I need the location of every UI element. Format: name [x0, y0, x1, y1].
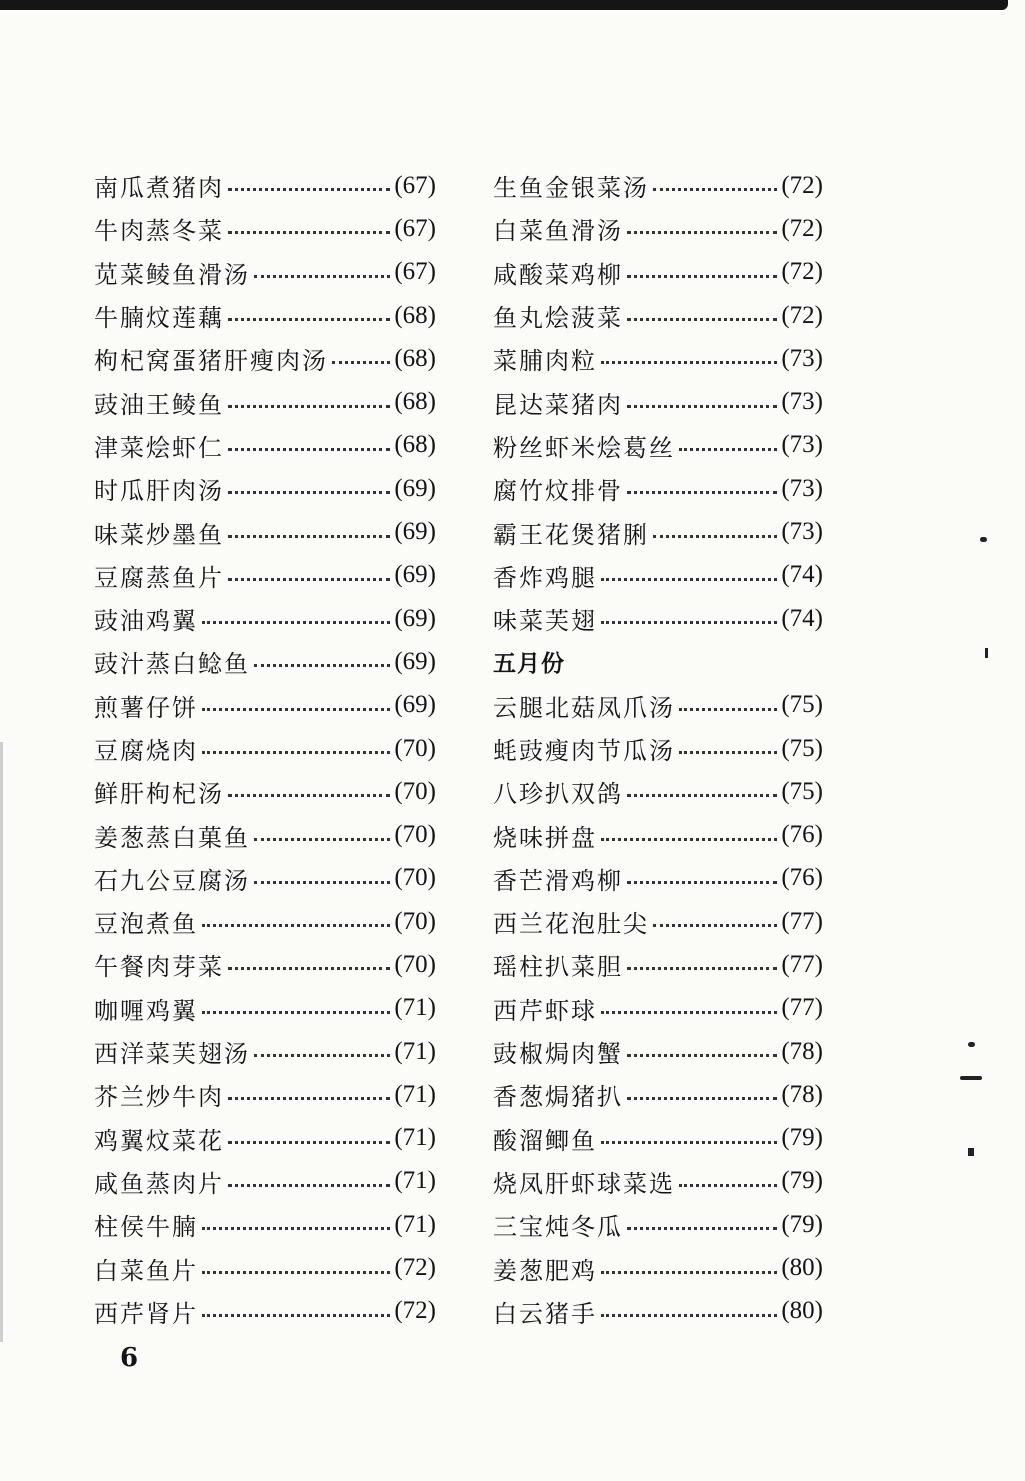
dot-leader — [627, 275, 777, 278]
scan-speck — [985, 648, 988, 658]
dot-leader — [627, 967, 777, 970]
entry-title: 白菜鱼滑汤 — [493, 217, 623, 246]
toc-entry — [493, 1030, 823, 1073]
entry-title: 南瓜煮猪肉 — [94, 174, 224, 203]
scan-speck — [980, 537, 987, 542]
toc-entry — [493, 380, 823, 423]
entry-title: 粉丝虾米烩葛丝 — [493, 433, 675, 462]
entry-title: 煎薯仔饼 — [94, 693, 198, 722]
entry-page: (67) — [394, 171, 436, 199]
entry-page: (70) — [394, 950, 436, 978]
entry-page: (79) — [781, 1167, 823, 1195]
dot-leader — [627, 231, 777, 234]
entry-title: 八珍扒双鸽 — [493, 780, 623, 809]
toc-entry — [94, 1290, 436, 1333]
dot-leader — [627, 491, 777, 494]
entry-title: 鱼丸烩菠菜 — [493, 304, 623, 333]
page-number: 6 — [120, 1343, 139, 1373]
entry-page: (73) — [781, 344, 823, 372]
dot-leader — [228, 535, 390, 538]
dot-leader — [601, 1141, 777, 1144]
dot-leader — [254, 838, 390, 841]
entry-page: (70) — [394, 734, 436, 762]
dot-leader — [627, 794, 777, 797]
entry-page: (77) — [781, 950, 823, 978]
dot-leader — [679, 708, 777, 711]
toc-entry — [94, 684, 436, 727]
toc-entry — [493, 510, 823, 553]
toc-entry — [94, 424, 436, 467]
dot-leader — [601, 1314, 777, 1317]
toc-entry — [493, 1290, 823, 1333]
dot-leader — [653, 188, 777, 191]
dot-leader — [228, 231, 390, 234]
entry-title: 豆腐烧肉 — [94, 737, 198, 765]
entry-title: 咖喱鸡翼 — [94, 996, 198, 1025]
entry-page: (75) — [781, 777, 823, 805]
entry-page: (71) — [394, 994, 436, 1022]
entry-title: 烧凤肝虾球菜选 — [493, 1169, 675, 1198]
dot-leader — [202, 751, 390, 754]
dot-leader — [228, 578, 390, 581]
toc-entry — [94, 380, 436, 423]
entry-page: (78) — [781, 1037, 823, 1065]
entry-title: 蚝豉瘦肉节瓜汤 — [493, 737, 675, 765]
entry-page: (71) — [394, 1167, 436, 1195]
entry-page: (72) — [781, 258, 823, 286]
toc-entry — [493, 1160, 823, 1203]
dot-leader — [228, 491, 390, 494]
dot-leader — [202, 621, 390, 624]
entry-title: 豉汁蒸白鲶鱼 — [94, 650, 250, 679]
dot-leader — [601, 1271, 777, 1274]
entry-title: 烧味拼盘 — [493, 823, 597, 852]
entry-page: (72) — [781, 214, 823, 242]
entry-title: 午餐肉芽菜 — [94, 953, 224, 982]
entry-title: 香葱焗猪扒 — [493, 1083, 623, 1112]
entry-title: 霸王花煲猪脷 — [493, 520, 649, 549]
entry-page: (67) — [394, 258, 436, 286]
entry-page: (75) — [781, 691, 823, 719]
entry-page: (74) — [781, 604, 823, 632]
entry-page: (67) — [394, 214, 436, 242]
entry-page: (69) — [394, 604, 436, 632]
dot-leader — [332, 361, 390, 364]
dot-leader — [228, 1184, 390, 1187]
dot-leader — [202, 1314, 390, 1317]
entry-page: (70) — [394, 907, 436, 935]
entry-page: (77) — [781, 994, 823, 1022]
entry-title: 豉椒焗肉蟹 — [493, 1040, 623, 1069]
toc-entry — [94, 597, 436, 640]
entry-title: 味菜芙翅 — [493, 607, 597, 636]
entry-title: 西洋菜芙翅汤 — [94, 1040, 250, 1069]
toc-entry — [94, 1203, 436, 1246]
entry-page: (77) — [781, 907, 823, 935]
dot-leader — [627, 1097, 777, 1100]
entry-page: (69) — [394, 647, 436, 675]
dot-leader — [254, 275, 390, 278]
entry-title: 时瓜肝肉汤 — [94, 477, 224, 506]
dot-leader — [627, 318, 777, 321]
entry-page: (71) — [394, 1037, 436, 1065]
entry-title: 芥兰炒牛肉 — [94, 1083, 224, 1112]
entry-page: (69) — [394, 518, 436, 546]
toc-entry — [493, 1117, 823, 1160]
toc-entry — [94, 1030, 436, 1073]
entry-title: 生鱼金银菜汤 — [493, 174, 649, 203]
toc-entry — [493, 337, 823, 380]
dot-leader — [228, 1141, 390, 1144]
dot-leader — [228, 967, 390, 970]
toc-entry — [493, 727, 823, 770]
toc-entry — [94, 1117, 436, 1160]
entry-page: (72) — [394, 1297, 436, 1325]
entry-page: (71) — [394, 1210, 436, 1238]
entry-title: 姜葱蒸白菓鱼 — [94, 823, 250, 852]
toc-entry — [493, 943, 823, 986]
dot-leader — [228, 188, 390, 191]
entry-page: (68) — [394, 344, 436, 372]
dot-leader — [202, 1227, 390, 1230]
dot-leader — [627, 1054, 777, 1057]
dot-leader — [228, 318, 390, 321]
dot-leader — [601, 1011, 777, 1014]
dot-leader — [254, 1054, 390, 1057]
toc-entry — [493, 1203, 823, 1246]
entry-title: 咸酸菜鸡柳 — [493, 260, 623, 289]
toc-entry — [493, 684, 823, 727]
dot-leader — [601, 621, 777, 624]
entry-title: 牛腩炆莲藕 — [94, 304, 224, 333]
toc-entry — [94, 1246, 436, 1289]
toc-entry — [94, 337, 436, 380]
scan-speck — [968, 1042, 975, 1047]
toc-entry — [493, 424, 823, 467]
dot-leader — [228, 405, 390, 408]
section-heading-may: 五月份 — [493, 651, 565, 678]
toc-entry — [493, 597, 823, 640]
top-border-rule — [0, 0, 1008, 10]
entry-page: (71) — [394, 1080, 436, 1108]
toc-entry — [493, 554, 823, 597]
entry-title: 瑶柱扒菜胆 — [493, 953, 623, 982]
entry-page: (70) — [394, 864, 436, 892]
toc-entry — [94, 857, 436, 900]
toc-entry — [493, 813, 823, 856]
toc-entry — [493, 987, 823, 1030]
entry-page: (72) — [781, 171, 823, 199]
entry-title: 豆腐蒸鱼片 — [94, 563, 224, 592]
entry-title: 三宝炖冬瓜 — [493, 1213, 623, 1242]
entry-title: 香炸鸡腿 — [493, 563, 597, 592]
entry-page: (72) — [781, 301, 823, 329]
entry-page: (73) — [781, 431, 823, 459]
toc-entry — [94, 987, 436, 1030]
entry-page: (79) — [781, 1210, 823, 1238]
entry-title: 云腿北菇凤爪汤 — [493, 693, 675, 722]
dot-leader — [202, 1271, 390, 1274]
toc-entry — [94, 813, 436, 856]
entry-title: 鲜肝枸杞汤 — [94, 780, 224, 809]
entry-title: 柱侯牛腩 — [94, 1213, 198, 1242]
toc-entry — [94, 640, 436, 683]
toc-entry — [94, 554, 436, 597]
toc-entry — [493, 1073, 823, 1116]
entry-page: (68) — [394, 431, 436, 459]
entry-page: (78) — [781, 1080, 823, 1108]
entry-page: (74) — [781, 561, 823, 589]
entry-title: 苋菜鲮鱼滑汤 — [94, 260, 250, 289]
entry-title: 西芹肾片 — [94, 1299, 198, 1328]
scan-speck — [960, 1076, 982, 1080]
dot-leader — [228, 1097, 390, 1100]
dot-leader — [228, 448, 390, 451]
entry-title: 豉油鸡翼 — [94, 607, 198, 636]
toc-right-column — [493, 164, 823, 1333]
entry-title: 津菜烩虾仁 — [94, 433, 224, 462]
entry-title: 石九公豆腐汤 — [94, 866, 250, 895]
scan-speck — [968, 1148, 974, 1156]
entry-page: (69) — [394, 474, 436, 502]
toc-entry — [493, 251, 823, 294]
entry-page: (70) — [394, 821, 436, 849]
entry-title: 姜葱肥鸡 — [493, 1256, 597, 1285]
entry-page: (76) — [781, 864, 823, 892]
toc-entry — [493, 467, 823, 510]
toc-entry — [493, 164, 823, 207]
dot-leader — [254, 664, 390, 667]
entry-page: (71) — [394, 1124, 436, 1152]
dot-leader — [653, 535, 777, 538]
entry-title: 豆泡煮鱼 — [94, 910, 198, 939]
entry-page: (69) — [394, 691, 436, 719]
dot-leader — [601, 838, 777, 841]
entry-page: (73) — [781, 388, 823, 416]
entry-title: 咸鱼蒸肉片 — [94, 1169, 224, 1198]
scan-edge — [0, 742, 3, 1342]
toc-entry — [94, 467, 436, 510]
toc-right-group-april — [493, 164, 823, 640]
entry-page: (80) — [781, 1254, 823, 1282]
toc-entry — [94, 943, 436, 986]
dot-leader — [202, 708, 390, 711]
entry-title: 香芒滑鸡柳 — [493, 866, 623, 895]
toc-entry — [493, 857, 823, 900]
entry-page: (79) — [781, 1124, 823, 1152]
dot-leader — [653, 924, 777, 927]
entry-title: 昆达菜猪肉 — [493, 390, 623, 419]
dot-leader — [679, 751, 777, 754]
entry-title: 鸡翼炆菜花 — [94, 1126, 224, 1155]
dot-leader — [202, 1011, 390, 1014]
toc-entry — [94, 727, 436, 770]
entry-title: 西兰花泡肚尖 — [493, 910, 649, 939]
entry-page: (68) — [394, 301, 436, 329]
dot-leader — [627, 881, 777, 884]
toc-entry — [94, 510, 436, 553]
entry-page: (75) — [781, 734, 823, 762]
dot-leader — [601, 361, 777, 364]
entry-title: 腐竹炆排骨 — [493, 477, 623, 506]
dot-leader — [202, 924, 390, 927]
entry-title: 枸杞窝蛋猪肝瘦肉汤 — [94, 347, 328, 376]
dot-leader — [679, 448, 777, 451]
toc-entry — [94, 900, 436, 943]
dot-leader — [627, 1227, 777, 1230]
toc-left-column — [94, 164, 436, 1333]
dot-leader — [228, 794, 390, 797]
entry-page: (70) — [394, 777, 436, 805]
toc-entry — [94, 207, 436, 250]
toc-entry — [493, 770, 823, 813]
dot-leader — [601, 578, 777, 581]
entry-title: 味菜炒墨鱼 — [94, 520, 224, 549]
toc-entry — [94, 1160, 436, 1203]
entry-title: 豉油王鲮鱼 — [94, 390, 224, 419]
entry-page: (80) — [781, 1297, 823, 1325]
entry-title: 白菜鱼片 — [94, 1256, 198, 1285]
entry-title: 牛肉蒸冬菜 — [94, 217, 224, 246]
dot-leader — [254, 881, 390, 884]
entry-title: 菜脯肉粒 — [493, 347, 597, 376]
entry-title: 西芹虾球 — [493, 996, 597, 1025]
toc-entry — [94, 294, 436, 337]
dot-leader — [679, 1184, 777, 1187]
entry-page: (76) — [781, 821, 823, 849]
entry-page: (73) — [781, 518, 823, 546]
toc-entry — [94, 770, 436, 813]
toc-entry — [493, 900, 823, 943]
toc-entry — [493, 1246, 823, 1289]
dot-leader — [627, 405, 777, 408]
entry-title: 酸溜鲫鱼 — [493, 1126, 597, 1155]
entry-page: (69) — [394, 561, 436, 589]
toc-entry — [94, 1073, 436, 1116]
toc-right-group-may — [493, 684, 823, 1333]
entry-page: (68) — [394, 388, 436, 416]
entry-page: (73) — [781, 474, 823, 502]
toc-entry — [94, 251, 436, 294]
toc-entry — [493, 207, 823, 250]
toc-entry — [94, 164, 436, 207]
toc-entry — [493, 294, 823, 337]
entry-title: 白云猪手 — [493, 1299, 597, 1328]
entry-page: (72) — [394, 1254, 436, 1282]
